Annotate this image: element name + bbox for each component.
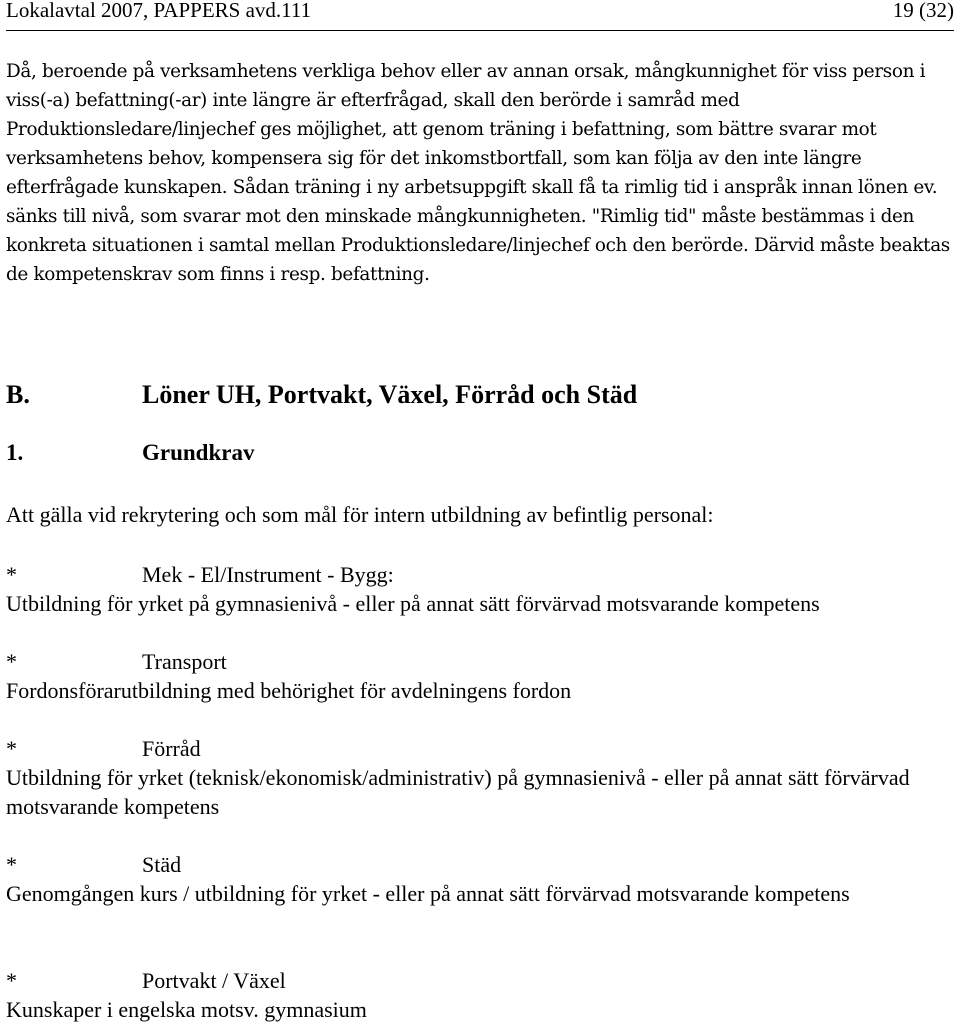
subsection-number: 1. [6,440,24,465]
bullet-asterisk: * [6,562,17,587]
section-number: B. [6,380,30,409]
bullet-asterisk: * [6,968,17,993]
body-paragraph: Då, beroende på verksamhetens verkliga behov eller av annan orsak, mångkunnighet för viss person i viss(-a) befattning(-ar) inte längre är efterfrågad, skall den berörde i samråd med Produktionsledare/linjechef ges möjlighet, att genom träning i befattning, som bättre svarar mot verksamhetens behov, kompensera sig för det inkomstbortfall, som kan följa av den inte längre efterfrågade kunskapen. Sådan träning i ny arbetsuppgift skall få ta rimlig tid i anspråk innan lönen ev. sänks till nivå, som svarar mot den minskade mångkunnigheten. "Rimlig tid" måste bestämmas i den konkreta situationen i samtal mellan Produktionsledare/linjechef och den berörde. Därvid måste beaktas de kompetenskrav som finns i resp. befattning. [6,61,950,285]
subsection-title: Grundkrav [142,440,255,465]
page-number: 19 (32) [892,0,954,22]
requirement-label: Mek - El/Instrument - Bygg: [142,562,394,587]
requirement-item [6,850,956,908]
page-header [6,0,954,31]
requirement-description: Genomgången kurs / utbildning för yrket - eller på annat sätt förvärvad motsvarande kompetens [6,881,850,906]
requirement-item [6,647,956,705]
bullet-asterisk: * [6,736,17,761]
requirement-description: Utbildning för yrket (teknisk/ekonomisk/administrativ) på gymnasienivå - eller på annat sätt förvärvad motsvarande kompetens [6,765,910,819]
requirement-item [6,560,956,618]
requirement-label: Förråd [142,736,201,761]
requirement-label: Portvakt / Växel [142,968,286,993]
document-title: Lokalavtal 2007, PAPPERS avd.111 [6,0,312,22]
bullet-asterisk: * [6,852,17,877]
intro-text: Att gälla vid rekrytering och som mål för intern utbildning av befintlig personal: [6,502,714,527]
bullet-asterisk: * [6,649,17,674]
requirement-description: Fordonsförarutbildning med behörighet för avdelningens fordon [6,678,572,703]
requirement-description: Kunskaper i engelska motsv. gymnasium [6,997,367,1022]
requirement-description: Utbildning för yrket på gymnasienivå - eller på annat sätt förvärvad motsvarande kompetens [6,591,820,616]
requirement-item [6,734,956,821]
requirement-label: Städ [142,852,182,877]
requirement-label: Transport [142,649,227,674]
section-title: Löner UH, Portvakt, Växel, Förråd och Städ [142,380,638,409]
requirement-item [6,966,956,1024]
